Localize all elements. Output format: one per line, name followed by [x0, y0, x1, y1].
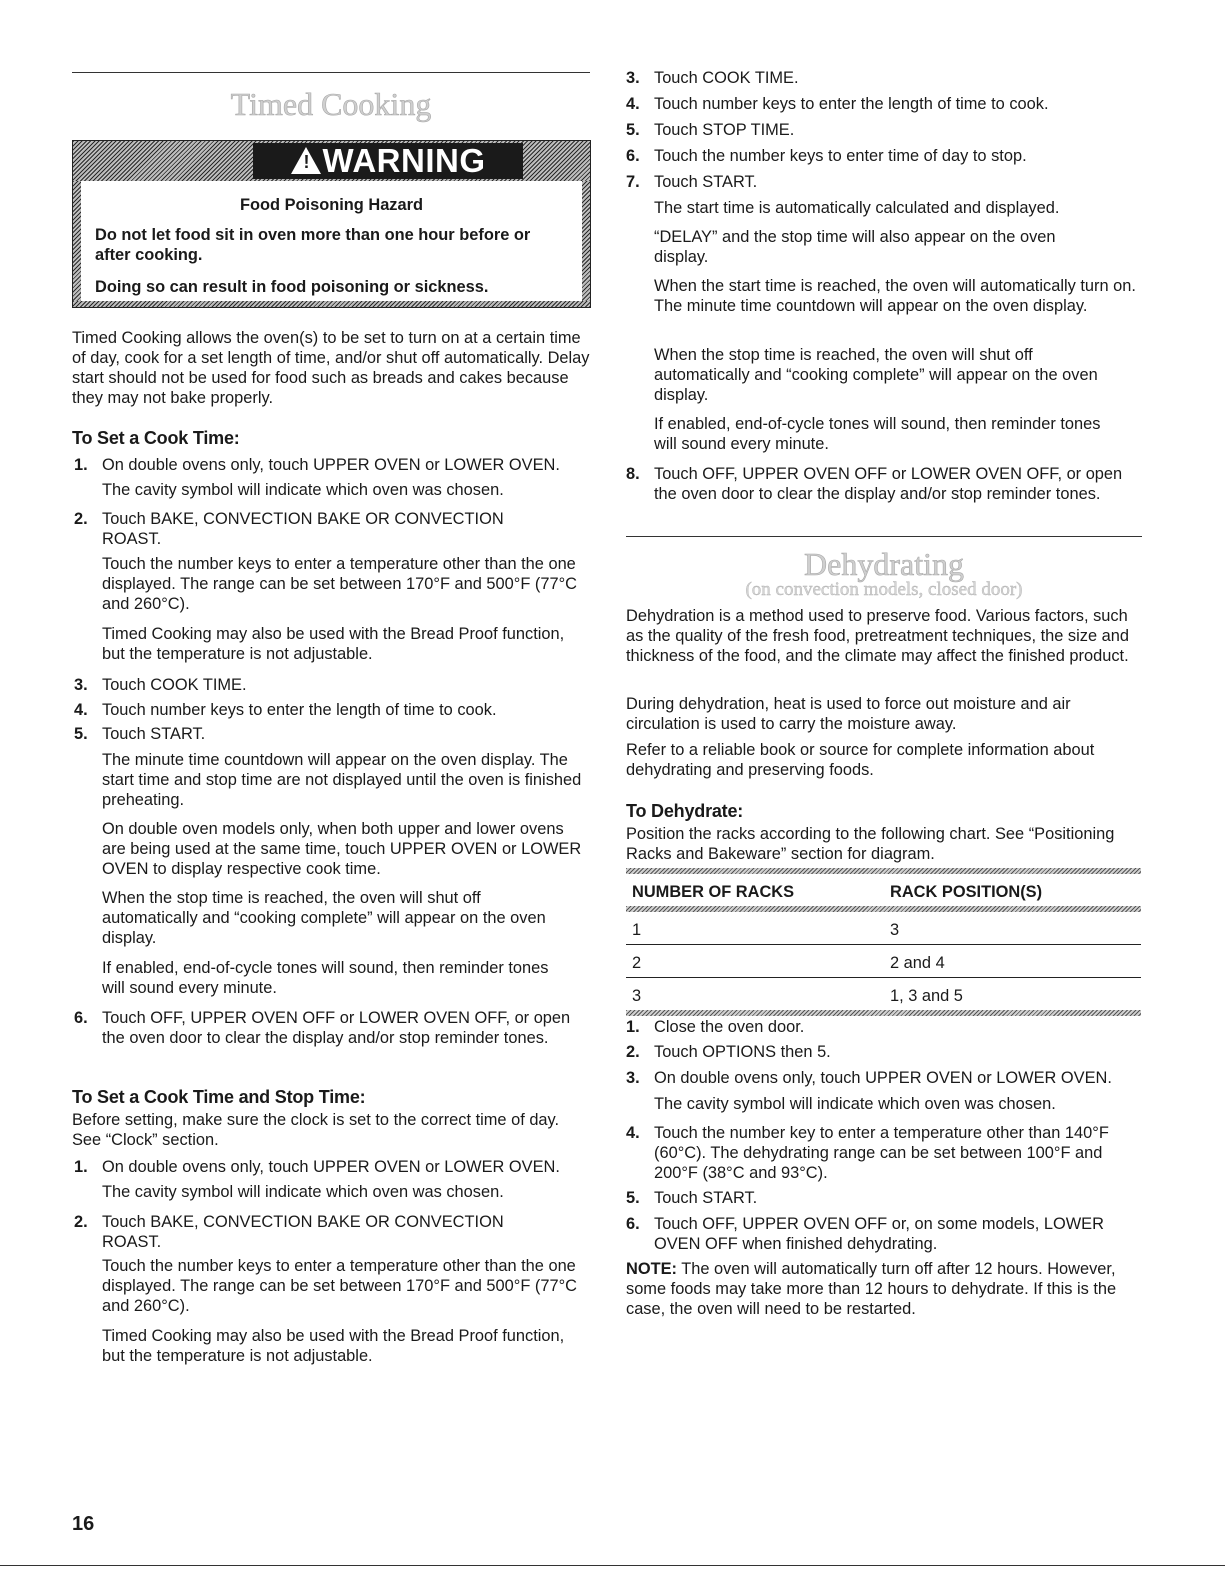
- cook-time-step-5-note-3: When the stop time is reached, the oven will shut off automatically and “cooking complete” will appear on the oven display.: [102, 889, 546, 947]
- dehydrate-step-6: Touch OFF, UPPER OVEN OFF or, on some models, LOWER OVEN OFF when finished dehydrating.: [654, 1215, 1104, 1253]
- cook-time-step-1-note: The cavity symbol will indicate which oven was chosen.: [102, 481, 504, 499]
- heading-set-cook-and-stop-time: To Set a Cook Time and Stop Time:: [72, 1087, 366, 1107]
- cook-stop-intro: Before setting, make sure the clock is set to the correct time of day. See “Clock” section.: [72, 1111, 560, 1149]
- cook-stop-step-3: Touch COOK TIME.: [654, 69, 799, 87]
- step-number: 2.: [74, 1213, 88, 1231]
- cook-stop-step-5: Touch STOP TIME.: [654, 121, 795, 139]
- table-cell: 1, 3 and 5: [890, 987, 963, 1005]
- dehydrate-intro: Position the racks according to the following chart. See “Positioning Racks and Bakeware” section for diagram.: [626, 825, 1115, 863]
- cook-time-step-3: Touch COOK TIME.: [102, 676, 247, 694]
- warning-label: WARNING: [322, 142, 486, 179]
- cook-time-step-1: On double ovens only, touch UPPER OVEN or LOWER OVEN.: [102, 456, 560, 474]
- cook-time-step-5: Touch START.: [102, 725, 206, 743]
- step-number: 1.: [74, 1158, 88, 1176]
- cook-time-step-2-note-2: Timed Cooking may also be used with the Bread Proof function, but the temperature is not adjustable.: [102, 625, 565, 663]
- cook-time-step-5-note-2: On double oven models only, when both upper and lower ovens are being used at the same time, touch UPPER OVEN or LOWER OVEN to display respective cook time.: [102, 820, 582, 878]
- dehydrate-note: [626, 1259, 1142, 1319]
- page-number: 16: [72, 1513, 95, 1535]
- cook-stop-step-1: On double ovens only, touch UPPER OVEN or LOWER OVEN.: [102, 1158, 560, 1176]
- dehydrate-step-3-note: The cavity symbol will indicate which oven was chosen.: [654, 1095, 1056, 1113]
- step-number: 3.: [74, 676, 88, 694]
- note-text: The oven will automatically turn off after 12 hours. However, some foods may take more than 12 hours to dehydrate. If this is the case, the oven will need to be restarted.: [626, 1260, 1117, 1318]
- warning-box: [72, 140, 591, 308]
- table-row: [626, 945, 1141, 978]
- cook-stop-step-6: Touch the number keys to enter time of day to stop.: [654, 147, 1027, 165]
- dehydrate-step-4: Touch the number key to enter a temperature other than 140°F (60°C). The dehydrating range can be set between 100°F and 200°F (38°C and 93°C).: [654, 1124, 1109, 1182]
- step-number: 5.: [626, 121, 640, 139]
- step-number: 5.: [626, 1189, 640, 1207]
- section-divider: [72, 72, 590, 73]
- step-number: 8.: [626, 465, 640, 483]
- step-number: 4.: [74, 701, 88, 719]
- step-number: 3.: [626, 1069, 640, 1087]
- table-header-racks: NUMBER OF RACKS: [632, 883, 795, 901]
- cook-stop-step-7-note-4: When the stop time is reached, the oven will shut off automatically and “cooking complete” will appear on the oven display.: [654, 346, 1098, 404]
- cook-time-step-5-note-4: If enabled, end-of-cycle tones will sound, then reminder tones will sound every minute.: [102, 959, 549, 997]
- heading-to-dehydrate: To Dehydrate:: [626, 801, 744, 821]
- warning-hazard-title: Food Poisoning Hazard: [239, 196, 424, 214]
- table-cell: 3: [890, 921, 900, 939]
- step-number: 1.: [74, 456, 88, 474]
- note-label: NOTE:: [626, 1260, 677, 1278]
- table-cell: 3: [632, 987, 642, 1005]
- timed-cooking-intro: Timed Cooking allows the oven(s) to be set to turn on at a certain time of day, cook for a set length of time, and/or shut off automatically. Delay start should not be used for food such as breads and cakes because they may not bake properly.: [72, 329, 590, 407]
- cook-time-step-6: Touch OFF, UPPER OVEN OFF or LOWER OVEN OFF, or open the oven door to clear the display and/or stop reminder tones.: [102, 1009, 571, 1047]
- cook-time-step-5-note-1: The minute time countdown will appear on the oven display. The start time and stop time are not displayed until the oven is finished preheating.: [102, 751, 582, 809]
- section-subtitle-dehydrating: (on convection models, closed door): [745, 579, 1023, 600]
- cook-stop-step-2-note-2: Timed Cooking may also be used with the Bread Proof function, but the temperature is not adjustable.: [102, 1327, 565, 1365]
- warning-banner: [253, 143, 523, 179]
- step-number: 5.: [74, 725, 88, 743]
- cook-time-step-2-note-1: Touch the number keys to enter a temperature other than the one displayed. The range can be set between 170°F and 500°F (77°C and 260°C).: [102, 555, 577, 613]
- cook-time-step-4: Touch number keys to enter the length of time to cook.: [102, 701, 497, 719]
- rack-position-table: [626, 868, 1141, 1016]
- cook-stop-step-7-note-3: When the start time is reached, the oven will automatically turn on. The minute time countdown will appear on the oven display.: [654, 277, 1136, 315]
- table-cell: 2 and 4: [890, 954, 945, 972]
- cook-stop-step-8: Touch OFF, UPPER OVEN OFF or LOWER OVEN OFF, or open the oven door to clear the display and/or stop reminder tones.: [654, 465, 1123, 503]
- step-number: 4.: [626, 95, 640, 113]
- step-number: 6.: [626, 1215, 640, 1233]
- step-number: 7.: [626, 173, 640, 191]
- dehydrate-step-5: Touch START.: [654, 1189, 758, 1207]
- dehydrate-step-2: Touch OPTIONS then 5.: [654, 1043, 831, 1061]
- section-divider: [626, 536, 1142, 537]
- section-title-dehydrating: Dehydrating: [804, 546, 964, 582]
- warning-triangle-icon: !: [291, 147, 321, 174]
- warning-text-line1: Do not let food sit in oven more than one hour before or after cooking.: [95, 226, 531, 264]
- table-header-positions: RACK POSITION(S): [890, 883, 1043, 901]
- step-number: 4.: [626, 1124, 640, 1142]
- table-row: [626, 978, 1141, 1010]
- step-number: 6.: [626, 147, 640, 165]
- table-cell: 1: [632, 921, 642, 939]
- dehydrating-paragraph-2: During dehydration, heat is used to force out moisture and air circulation is used to carry the moisture away.: [626, 695, 1071, 733]
- step-number: 2.: [626, 1043, 640, 1061]
- page-bottom-rule: [0, 1565, 1225, 1566]
- step-number: 1.: [626, 1018, 640, 1036]
- cook-stop-step-2-note-1: Touch the number keys to enter a temperature other than the one displayed. The range can be set between 170°F and 500°F (77°C and 260°C).: [102, 1257, 577, 1315]
- heading-set-cook-time: To Set a Cook Time:: [72, 428, 240, 448]
- cook-stop-step-7-note-1: The start time is automatically calculated and displayed.: [654, 199, 1060, 217]
- table-cell: 2: [632, 954, 642, 972]
- dehydrating-paragraph-3: Refer to a reliable book or source for complete information about dehydrating and preserving foods.: [626, 741, 1095, 779]
- dehydrating-paragraph-1: Dehydration is a method used to preserve food. Various factors, such as the quality of the fresh food, pretreatment techniques, the size and thickness of the food, and the climate may affect the finished product.: [626, 607, 1129, 665]
- cook-stop-step-7: Touch START.: [654, 173, 758, 191]
- dehydrate-step-1: Close the oven door.: [654, 1018, 805, 1036]
- dehydrate-step-3: On double ovens only, touch UPPER OVEN or LOWER OVEN.: [654, 1069, 1112, 1087]
- section-title-timed-cooking: Timed Cooking: [230, 86, 432, 122]
- cook-time-step-2: Touch BAKE, CONVECTION BAKE OR CONVECTION ROAST.: [102, 510, 504, 548]
- cook-stop-step-4: Touch number keys to enter the length of time to cook.: [654, 95, 1049, 113]
- warning-text-line2: Doing so can result in food poisoning or sickness.: [95, 278, 489, 296]
- cook-stop-step-7-note-5: If enabled, end-of-cycle tones will sound, then reminder tones will sound every minute.: [654, 415, 1101, 453]
- step-number: 6.: [74, 1009, 88, 1027]
- table-row: [626, 912, 1141, 945]
- cook-stop-step-7-note-2: “DELAY” and the stop time will also appear on the oven display.: [654, 228, 1056, 266]
- step-number: 2.: [74, 510, 88, 528]
- cook-stop-step-1-note: The cavity symbol will indicate which oven was chosen.: [102, 1183, 504, 1201]
- table-header-row: [626, 874, 1141, 906]
- step-number: 3.: [626, 69, 640, 87]
- cook-stop-step-2: Touch BAKE, CONVECTION BAKE OR CONVECTION ROAST.: [102, 1213, 504, 1251]
